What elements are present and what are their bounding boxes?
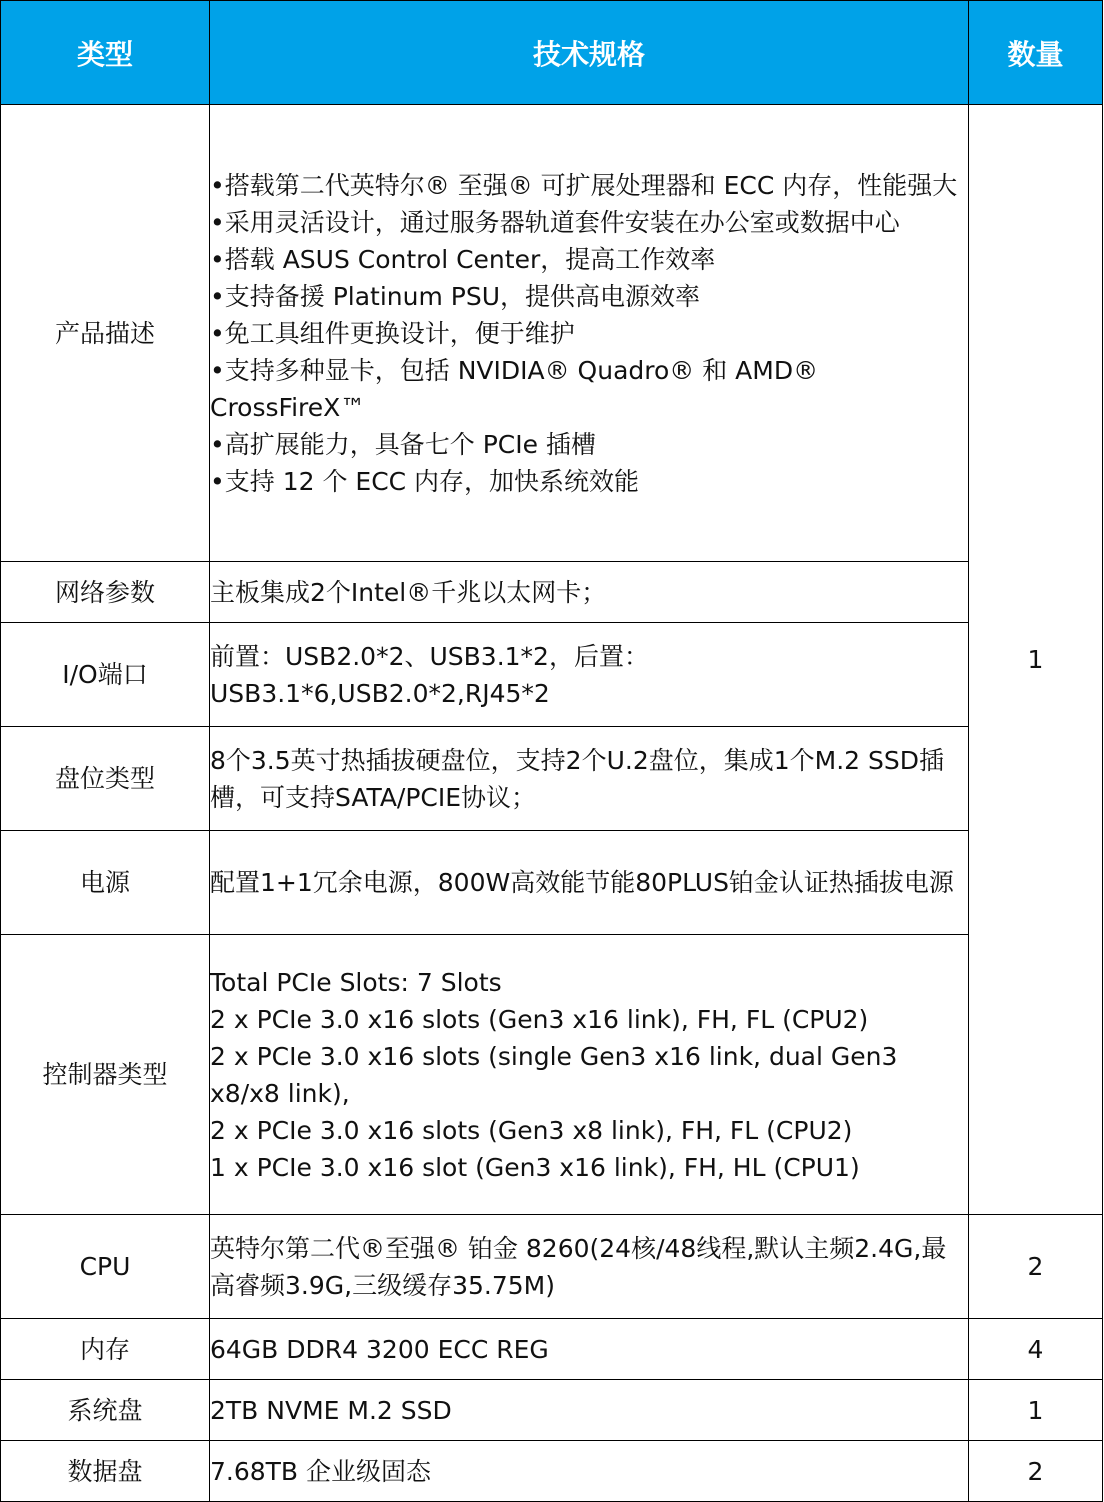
spec-line: •高扩展能力，具备七个 PCIe 插槽 (210, 429, 596, 459)
spec-line: 前置：USB2.0*2、USB3.1*2，后置：USB3.1*6,USB2.0*2,RJ45*2 (210, 641, 649, 708)
type-cell: 系统盘 (1, 1380, 210, 1441)
spec-line: •搭载 ASUS Control Center，提高工作效率 (210, 244, 716, 274)
spec-cell (210, 1441, 969, 1502)
type-cell: CPU (1, 1215, 210, 1319)
spec-cell (210, 935, 969, 1215)
spec-line: 2 x PCIe 3.0 x16 slots (single Gen3 x16 link, dual Gen3 x8/x8 link), (210, 1041, 898, 1108)
type-cell: 内存 (1, 1319, 210, 1380)
spec-line: •搭载第二代英特尔® 至强® 可扩展处理器和 ECC 内存，性能强大 (210, 170, 958, 200)
qty-cell: 1 (969, 1380, 1103, 1441)
spec-line: •支持备援 Platinum PSU，提供高电源效率 (210, 281, 701, 311)
qty-cell-merged: 1 (969, 105, 1103, 1215)
spec-cell (210, 562, 969, 623)
header-type: 类型 (1, 1, 210, 105)
table-row (1, 1380, 1103, 1441)
qty-cell: 2 (969, 1441, 1103, 1502)
spec-line: 英特尔第二代®至强® 铂金 8260(24核/48线程,默认主频2.4G,最高睿频3.9G,三级缓存35.75M) (210, 1233, 947, 1300)
spec-cell (210, 727, 969, 831)
spec-line: 7.68TB 企业级固态 (210, 1456, 432, 1486)
type-cell: 盘位类型 (1, 727, 210, 831)
spec-line: •支持多种显卡，包括 NVIDIA® Quadro® 和 AMD® CrossFireX™ (210, 355, 819, 422)
header-qty: 数量 (969, 1, 1103, 105)
table-row (1, 1441, 1103, 1502)
spec-line: Total PCIe Slots: 7 Slots (210, 967, 502, 997)
type-cell: 数据盘 (1, 1441, 210, 1502)
table-row (1, 623, 1103, 727)
table-row (1, 831, 1103, 935)
spec-line: 2 x PCIe 3.0 x16 slots (Gen3 x16 link), FH, FL (CPU2) (210, 1004, 869, 1034)
spec-cell (210, 831, 969, 935)
type-cell: I/O端口 (1, 623, 210, 727)
table-row (1, 562, 1103, 623)
table-row (1, 935, 1103, 1215)
spec-line: •免工具组件更换设计，便于维护 (210, 318, 575, 348)
spec-line: 64GB DDR4 3200 ECC REG (210, 1334, 549, 1364)
spec-line: 主板集成2个Intel®千兆以太网卡； (210, 577, 607, 607)
header-spec: 技术规格 (210, 1, 969, 105)
table-row (1, 727, 1103, 831)
spec-cell (210, 1319, 969, 1380)
type-cell: 网络参数 (1, 562, 210, 623)
spec-line: 1 x PCIe 3.0 x16 slot (Gen3 x16 link), FH, HL (CPU1) (210, 1152, 860, 1182)
table-row (1, 105, 1103, 562)
table-row (1, 1215, 1103, 1319)
qty-cell: 2 (969, 1215, 1103, 1319)
spec-cell (210, 1380, 969, 1441)
header-row (1, 1, 1103, 105)
spec-line: •采用灵活设计，通过服务器轨道套件安装在办公室或数据中心 (210, 207, 900, 237)
spec-line: 2 x PCIe 3.0 x16 slots (Gen3 x8 link), FH, FL (CPU2) (210, 1115, 853, 1145)
spec-line: 2TB NVME M.2 SSD (210, 1395, 452, 1425)
spec-line: 配置1+1冗余电源，800W高效能节能80PLUS铂金认证热插拔电源 (210, 868, 954, 897)
spec-line: •支持 12 个 ECC 内存，加快系统效能 (210, 466, 640, 496)
spec-cell (210, 105, 969, 562)
type-cell: 控制器类型 (1, 935, 210, 1215)
table-row (1, 1319, 1103, 1380)
spec-line: 8个3.5英寸热插拔硬盘位，支持2个U.2盘位，集成1个M.2 SSD插槽，可支持SATA/PCIE协议； (210, 745, 944, 812)
qty-cell: 4 (969, 1319, 1103, 1380)
type-cell: 产品描述 (1, 105, 210, 562)
spec-cell (210, 623, 969, 727)
spec-cell (210, 1215, 969, 1319)
type-cell: 电源 (1, 831, 210, 935)
